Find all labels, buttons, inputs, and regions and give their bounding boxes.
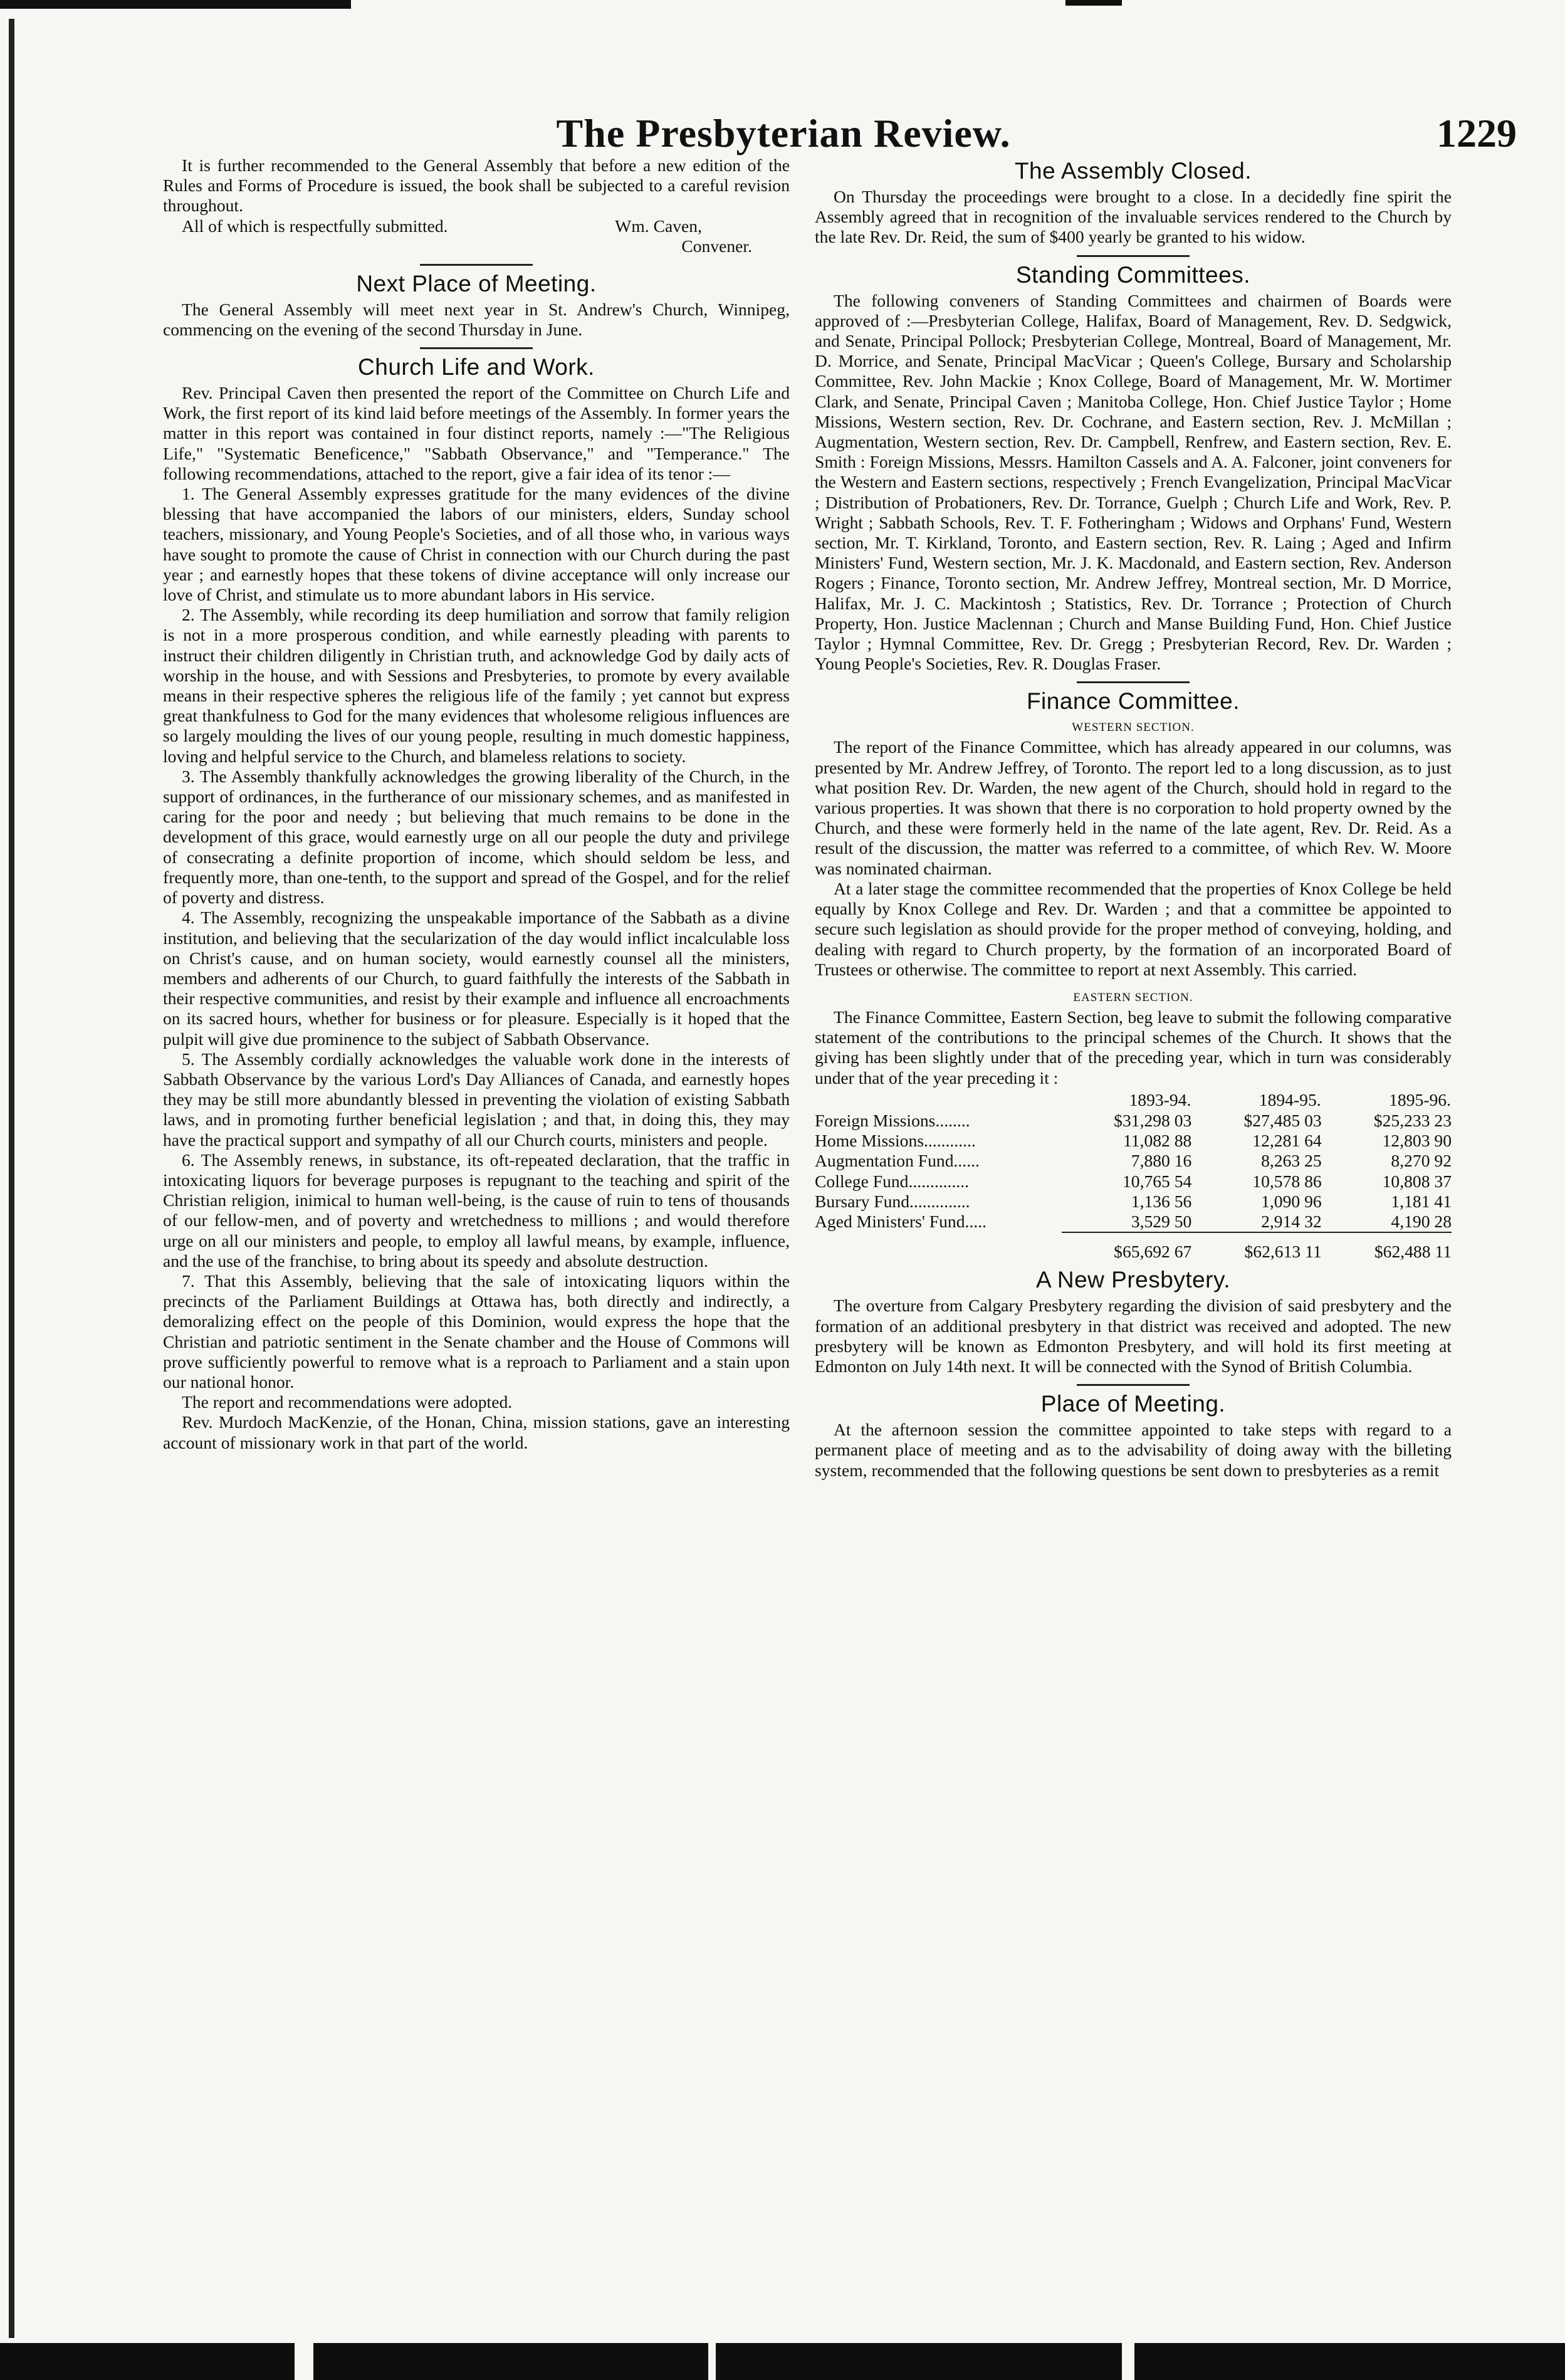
section-finance (815, 674, 1452, 717)
amount-cell: 3,529 50 (1131, 1211, 1192, 1231)
total-cell: $65,692 67 (1062, 1232, 1191, 1262)
total-cell: $62,613 11 (1191, 1232, 1321, 1262)
recommendation-3: 3. The Assembly thankfully acknowledges the growing liberality of the Church, in the support of ordinances, in the furtherance of our missionary schemes, and as manifested in caring for the poor and needy ; but believing that much remains to be done in the development of this grace, would earnestly urge on all our people the duty and privilege of consecrating a definite proportion of income, which should seldom be less, and frequently more, than one-tenth, to the support and spread of the Gospel, and for the relief of poverty and distress. (163, 766, 790, 908)
section-heading: Standing Committees. (1015, 261, 1250, 288)
body-paragraph: The following conveners of Standing Committees and chairmen of Boards were approved of :—Presbyterian College, Halifax, Board of Management, Rev. D. Sedgwick, and Senate, Principal Pollock; Presbyterian College, Montreal, Board of Management, Mr. D. Morrice, and Senate, Principal MacVicar ; Queen's College, Bursary and Scholarship Committee, Rev. John Mackie ; Knox College, Board of Management, Mr. W. Mortimer Clark, and Senate, Principal Caven ; Manitoba College, Hon. Chief Justice Taylor ; Home Missions, Western section, Rev. Dr. Cochrane, and Eastern section, Rev. J. McMillan ; Augmentation, Western section, Rev. Dr. Campbell, Renfrew, and Eastern section, Rev. E. Smith : Foreign Missions, Messrs. Hamilton Cassels and A. A. Falconer, joint conveners for the Western and Eastern sections, respectively ; French Evangelization, Principal MacVicar ; Distribution of Probationers, Rev. Dr. Torrance, Guelph ; Church Life and Work, Rev. P. Wright ; Sabbath Schools, Rev. T. F. Fotheringham ; Widows and Orphans' Fund, Western section, Mr. T. Kirkland, Toronto, and Eastern section, Rev. R. Laing ; Aged and Infirm Ministers' Fund, Western section, Mr. J. K. Macdonald, and Eastern section, Rev. Anderson Rogers ; Finance, Toronto section, Mr. Andrew Jeffrey, Montreal section, Mr. D Morrice, Halifax, Mr. J. C. Mackintosh ; Statistics, Rev. Dr. Torrance ; Protection of Church Property, Hon. Justice Maclennan ; Church and Manse Building Fund, Hon. Chief Justice Taylor ; Hymnal Committee, Rev. Dr. Gregg ; Presbyterian Record, Rev. Dr. Warden ; Young People's Societies, Rev. R. Douglas Fraser. (815, 290, 1452, 674)
amount-cell: 12,803 90 (1382, 1131, 1452, 1151)
recommendation-4: 4. The Assembly, recognizing the unspeakable importance of the Sabbath as a divine institution, and believing that the secularization of the day would inflict incalculable loss on Christ's cause, and on human society, would earnestly counsel all the ministers, members and adherents of our Church, to guard faithfully the interests of the Sabbath in their respective communities, and resist by their example and influence all encroachments on its sacred hours, whether for business or for pleasure. Especially is it hoped that the pulpit will give due prominence to the subject of Sabbath Observance. (163, 908, 790, 1049)
amount-cell: $31,298 03 (1114, 1110, 1192, 1130)
fund-label: Home Missions............ (815, 1131, 976, 1151)
body-paragraph: Rev. Murdoch MacKenzie, of the Honan, China, mission stations, gave an interesting account of missionary work in that part of the world. (163, 1412, 790, 1452)
body-paragraph: The report and recommendations were adopted. (182, 1392, 513, 1412)
amount-cell: 4,190 28 (1391, 1211, 1452, 1231)
table-total-row (815, 1232, 1452, 1262)
amount-cell: 7,880 16 (1131, 1151, 1192, 1171)
amount-cell: 12,281 64 (1252, 1131, 1322, 1151)
year-header: 1893-94. (1129, 1089, 1191, 1109)
table-row (815, 1131, 1452, 1151)
scan-top-edge (0, 0, 1565, 11)
fund-label: Aged Ministers' Fund..... (815, 1212, 987, 1232)
amount-cell: 10,765 54 (1122, 1171, 1192, 1191)
amount-cell: $27,485 03 (1243, 1110, 1322, 1130)
signoff-text: All of which is respectfully submitted. (182, 216, 448, 236)
section-rule (1077, 255, 1190, 257)
signoff-name: Wm. Caven, (615, 216, 702, 236)
recommendation-paragraph: It is further recommended to the General Assembly that before a new edition of the Rules and Forms of Procedure is issued, the book shall be subjected to a careful revision throughout. (163, 155, 790, 216)
section-heading: Church Life and Work. (358, 354, 595, 380)
recommendation-6: 6. The Assembly renews, in substance, its oft-repeated declaration, that the traffic in intoxicating liquors for beverage purposes is repugnant to the teaching and spirit of the Christian religion, inimical to human well-being, is the cause of ruin to tens of thousands of our fellow-men, and of poverty and wretchedness to millions ; and would therefore urge on all our ministers and people, to employ all lawful means, by example, influence, and the use of the franchise, to bring about its speedy and absolute destruction. (163, 1150, 790, 1271)
page-number: 1229 (1437, 111, 1517, 155)
body-paragraph: On Thursday the proceedings were brought to a close. In a decidedly fine spirit the Assembly agreed that in recognition of the invaluable services rendered to the Church by the late Rev. Dr. Reid, the sum of $400 yearly be granted to his widow. (815, 187, 1452, 247)
section-rule (1077, 681, 1190, 683)
signoff-role: Convener. (681, 236, 752, 256)
body-paragraph: The General Assembly will meet next year in St. Andrew's Church, Winnipeg, commencing on the evening of the second Thursday in June. (163, 299, 790, 339)
section-heading: Next Place of Meeting. (356, 270, 597, 296)
section-standing (815, 248, 1452, 291)
amount-cell: 8,263 25 (1261, 1151, 1322, 1171)
section-rule (420, 264, 533, 266)
amount-cell: 10,578 86 (1252, 1171, 1322, 1191)
section-next-place (163, 256, 790, 300)
recommendation-2: 2. The Assembly, while recording its deep humiliation and sorrow that family religion is not in a more prosperous condition, and while earnestly pleading with parents to instruct their children diligently in Christian truth, and acknowledge God by daily acts of worship in the house, and with Sessions and Presbyteries, to promote by every available means in their respective spheres the religious life of the family ; yet cannot but express great thankfulness to God for the many evidences that wholesome religious influences are so largely moulding the lives of our young people, resulting in much domestic happiness, loving and helpful service to the Church, and blameless relations to society. (163, 605, 790, 766)
table-header-row (815, 1089, 1452, 1111)
recommendation-5: 5. The Assembly cordially acknowledges the valuable work done in the interests of Sabbath Observance by the various Lord's Day Alliances of Canada, and earnestly hopes they may be still more abundantly blessed in preventing the violation of existing Sabbath laws, and in promoting further beneficial legislation ; and that, in doing this, they may have the practical support and sympathy of all our Church courts, ministers and people. (163, 1049, 790, 1150)
section-heading: Place of Meeting. (1040, 1391, 1226, 1417)
table-row (815, 1212, 1452, 1232)
section-church-life (163, 340, 790, 383)
amount-cell: $25,233 23 (1373, 1110, 1452, 1130)
table-row (815, 1111, 1452, 1131)
amount-cell: 1,090 96 (1261, 1191, 1322, 1211)
section-rule (420, 347, 533, 349)
amount-cell: 8,270 92 (1391, 1151, 1452, 1171)
left-column (163, 155, 790, 1453)
amount-cell: 11,082 88 (1123, 1131, 1192, 1151)
section-rule (1077, 1384, 1190, 1386)
year-header: 1895-96. (1389, 1089, 1451, 1109)
section-heading: A New Presbytery. (1035, 1267, 1231, 1293)
subsection-label: EASTERN SECTION. (1073, 990, 1193, 1004)
amount-cell: 1,136 56 (1131, 1191, 1192, 1211)
subsection-label: WESTERN SECTION. (1072, 721, 1195, 735)
signoff (163, 216, 790, 256)
body-paragraph: The overture from Calgary Presbytery regarding the division of said presbytery and the formation of an additional presbytery in that district was received and adopted. The new presbytery will be known as Edmonton Presbytery, and will hold its first meeting at Edmonton on July 14th next. It will be connected with the Synod of British Columbia. (815, 1296, 1452, 1376)
amount-cell: 2,914 32 (1261, 1211, 1322, 1231)
fund-label: College Fund.............. (815, 1171, 970, 1191)
section-heading: The Assembly Closed. (1014, 158, 1252, 184)
total-cell: $62,488 11 (1322, 1232, 1452, 1262)
table-row (815, 1192, 1452, 1212)
body-paragraph: The report of the Finance Committee, which has already appeared in our columns, was presented by Mr. Andrew Jeffrey, of Toronto. The report led to a long discussion, as to just what position Rev. Dr. Warden, the new agent of the Church, should hold in regard to the various properties. It was shown that there is no corporation to hold property owned by the Church, and these were formerly held in the name of the late agent, Rev. Dr. Reid. As a result of the discussion, the matter was referred to a committee, of which Rev. W. Moore was nominated chairman. (815, 737, 1452, 878)
section-heading: Finance Committee. (1026, 688, 1240, 715)
scan-left-rule (9, 19, 14, 2338)
amount-cell: 1,181 41 (1391, 1191, 1452, 1211)
year-header: 1894-95. (1259, 1089, 1321, 1109)
fund-label: Bursary Fund.............. (815, 1191, 970, 1211)
section-place-of-meeting (815, 1376, 1452, 1420)
journal-title: The Presbyterian Review. (556, 111, 1011, 155)
fund-label: Augmentation Fund...... (815, 1151, 980, 1171)
amount-cell: 10,808 37 (1382, 1171, 1452, 1191)
recommendation-1: 1. The General Assembly expresses gratitude for the many evidences of the divine blessing that have accompanied the labors of our ministers, elders, Sunday school teachers, missionary, and Young People's Societies, and of all those who, in various ways have sought to promote the cause of Christ in connection with our Church during the past year ; and earnestly hopes that these tokens of divine acceptance will only increase our love of Christ, and stimulate us to more abundant labors in His service. (163, 484, 790, 605)
body-paragraph: Rev. Principal Caven then presented the report of the Committee on Church Life and Work, the first report of its kind laid before meetings of the Assembly. In former years the matter in this report was contained in four distinct reports, namely :—"The Religious Life," "Systematic Beneficence," "Sabbath Observance," and "Temperance." The following recommendations, attached to the report, give a fair idea of its tenor :— (163, 383, 790, 483)
right-column (815, 155, 1452, 1481)
scan-bottom-edge (0, 2343, 1565, 2380)
recommendation-7: 7. That this Assembly, believing that the sale of intoxicating liquors within the precincts of the Parliament Buildings at Ottawa has, both directly and indirectly, a demoralizing effect on the people of this Dominion, would express the hope that the Christian and patriotic sentiment in the Senate chamber and the House of Commons will prove sufficiently powerful to remove what is a reproach to Parliament and a stain upon our national honor. (163, 1271, 790, 1392)
fund-label: Foreign Missions........ (815, 1110, 970, 1130)
table-row (815, 1151, 1452, 1171)
body-paragraph: At the afternoon session the committee appointed to take steps with regard to a permanent place of meeting and as to the advisability of doing away with the billeting system, recommended that the following questions be sent down to presbyteries as a remit (815, 1420, 1452, 1480)
table-row (815, 1172, 1452, 1192)
body-paragraph: At a later stage the committee recommended that the properties of Knox College be held equally by Knox College and Rev. Dr. Warden ; and that a committee be appointed to secure such legislation as should provide for the proper method of conveying, holding, and dealing with regard to Church property, by the formation of an incorporated Board of Trustees or otherwise. The committee to report at next Assembly. This carried. (815, 878, 1452, 979)
finance-table (815, 1089, 1452, 1262)
body-paragraph: The Finance Committee, Eastern Section, beg leave to submit the following comparative statement of the contributions to the principal schemes of the Church. It shows that the giving has been slightly under that of the preceding year, which in turn was considerably under that of the year preceding it : (815, 1007, 1452, 1088)
